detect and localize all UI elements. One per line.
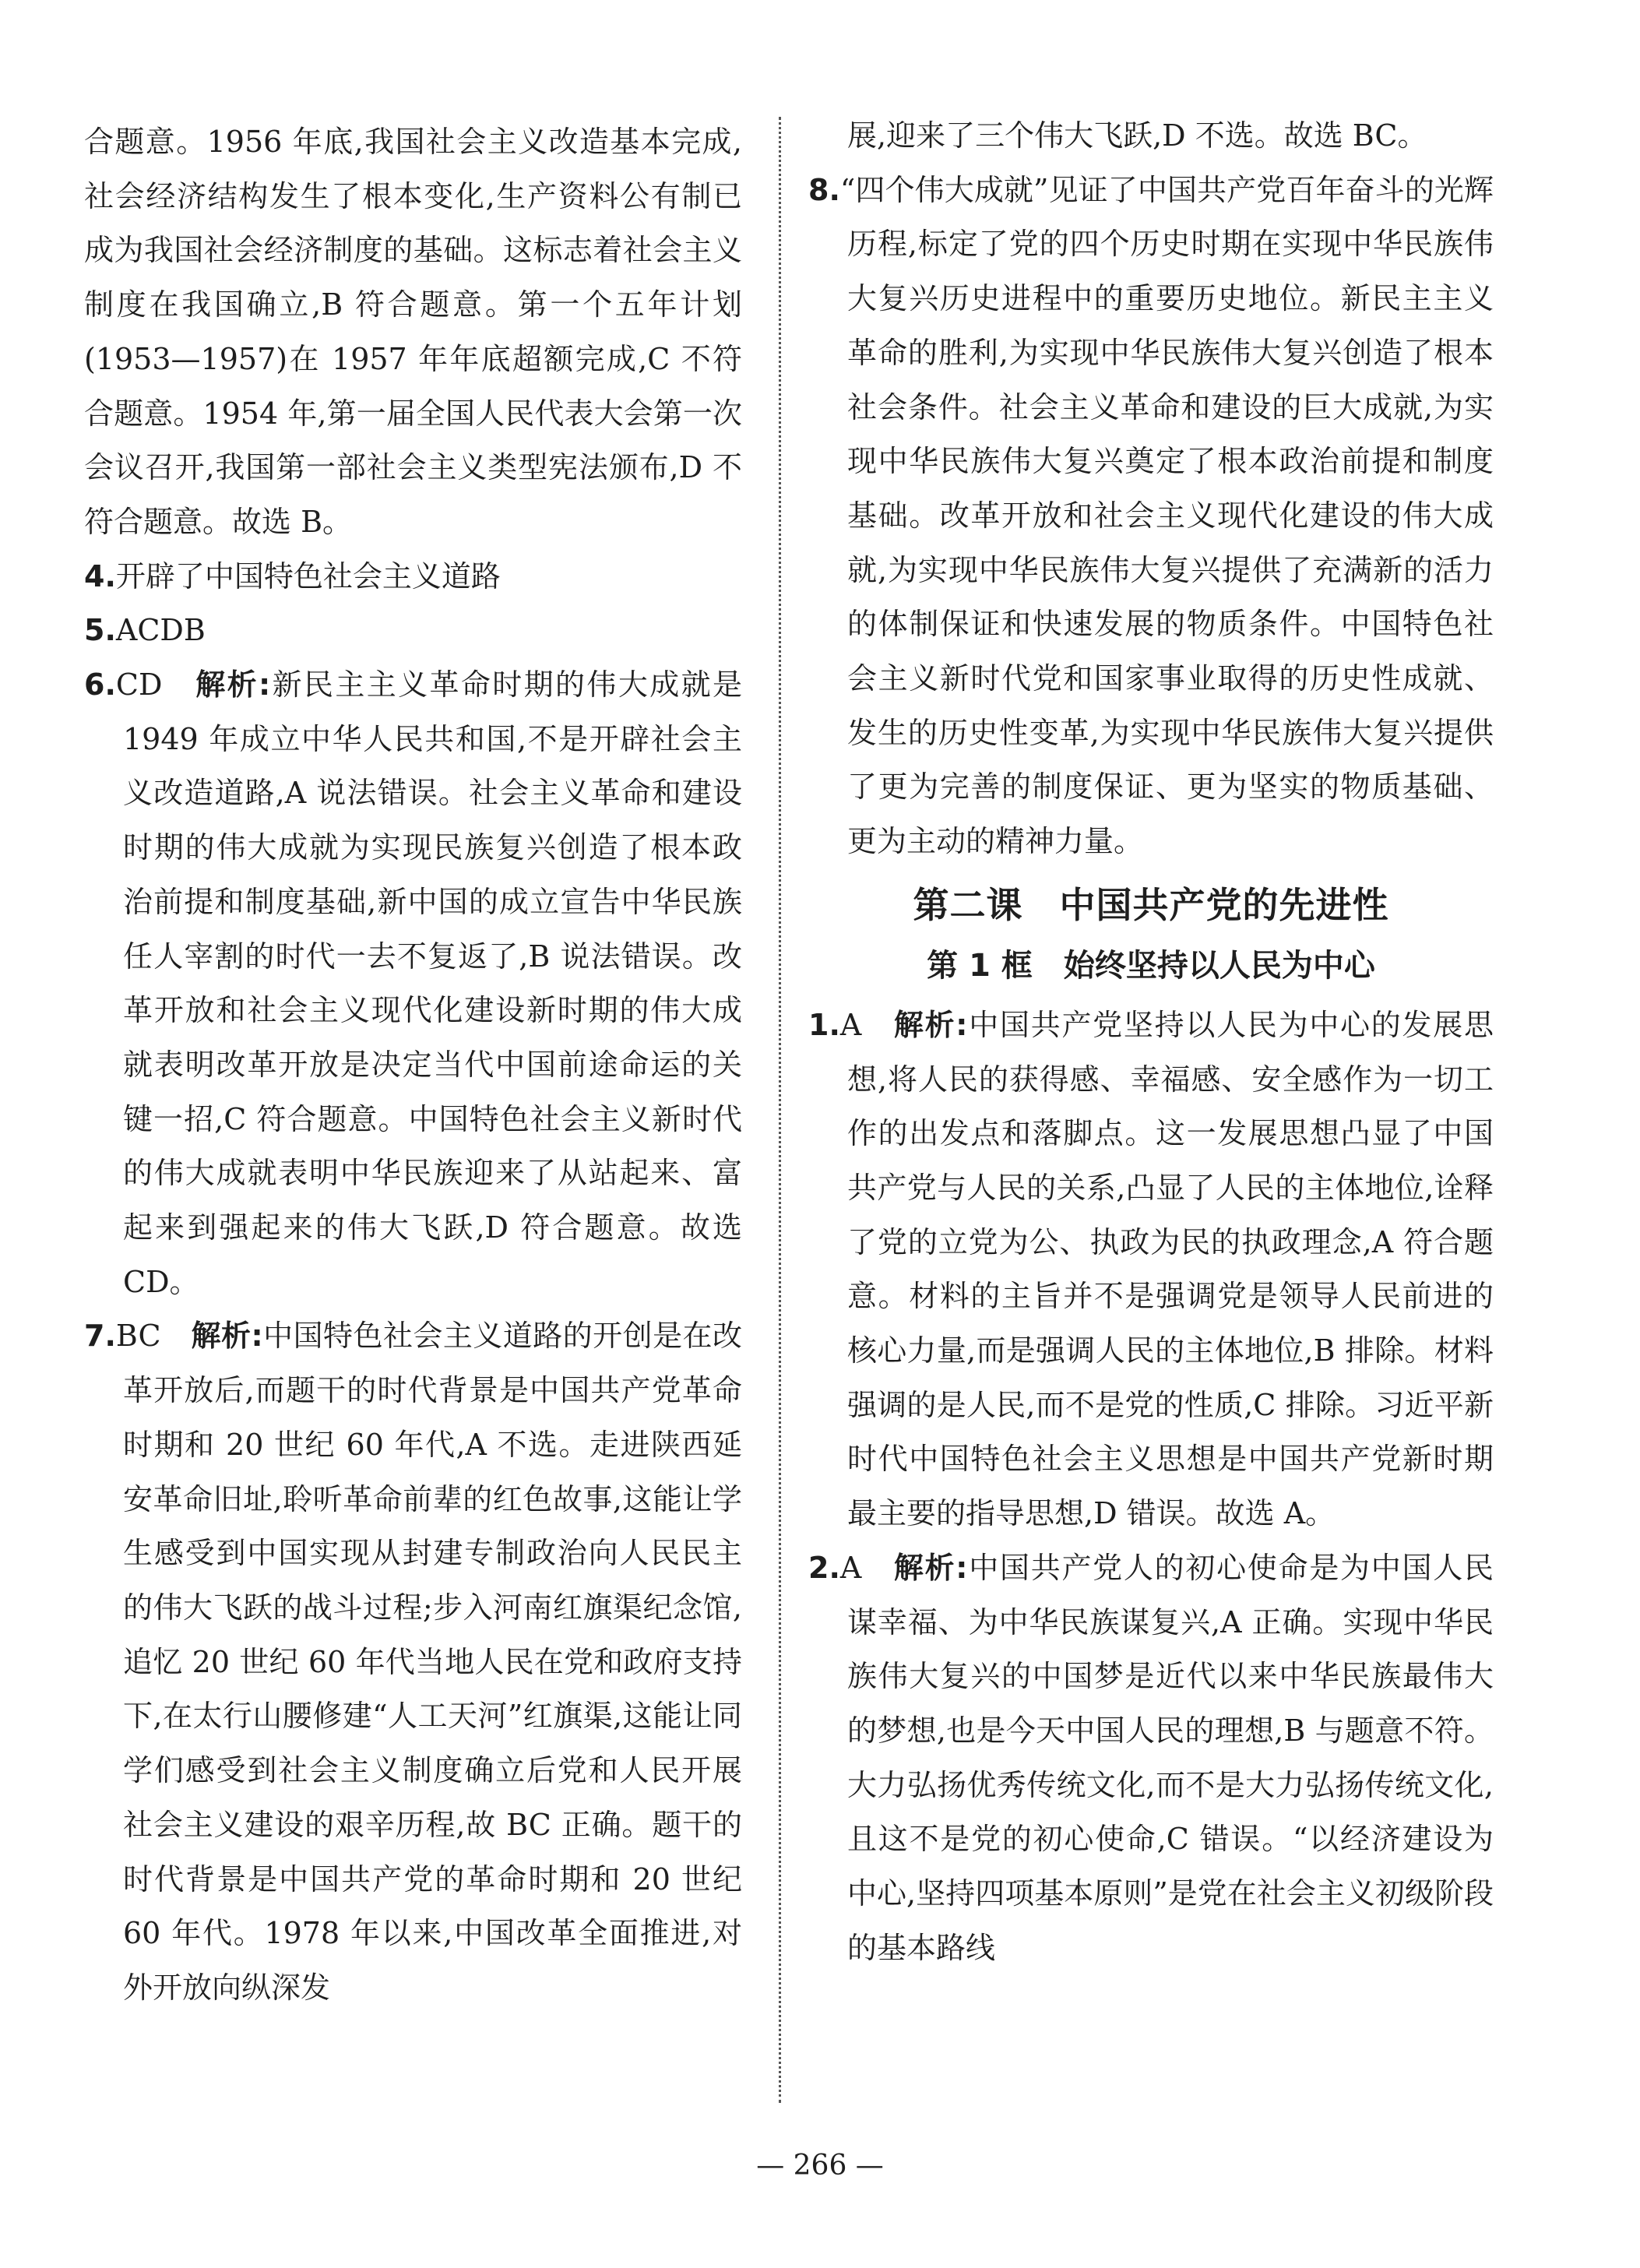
- item-number: 8.: [808, 172, 840, 207]
- answer-item-1: [808, 998, 1494, 1541]
- item-text: ACDB: [115, 613, 206, 648]
- answer-item-8: [808, 164, 1494, 869]
- analysis-label: 解析:: [191, 1319, 263, 1354]
- continued-paragraph: 展,迎来了三个伟大飞跃,D 不选。故选 BC。: [847, 118, 1427, 153]
- item-number: 5.: [84, 613, 116, 648]
- item-number: 6.: [84, 667, 116, 703]
- item-number: 2.: [808, 1550, 840, 1585]
- item-answer: A: [839, 1550, 862, 1585]
- answer-item-5: [84, 604, 742, 658]
- answer-item-2: [808, 1541, 1494, 1976]
- right-column: [808, 109, 1494, 1976]
- analysis-text: 新民主主义革命时期的伟大成就是 1949 年成立中华人民共和国,不是开辟社会主义改造道路,A 说法错误。社会主义革命和建设时期的伟大成就为实现民族复兴创造了根本政治前提和制度基础,新中国的成立宣告中华民族任人宰割的时代一去不复返了,B 说法错误。改革开放和社会主义现代化建设新时期的伟大成就表明改革开放是决定当代中国前途命运的关键一招,C 符合题意。中国特色社会主义新时代的伟大成就表明中华民族迎来了从站起来、富起来到强起来的伟大飞跃,D 符合题意。故选 CD。: [123, 667, 742, 1299]
- answer-item-6: [84, 658, 742, 1309]
- item-number: 4.: [84, 558, 116, 593]
- answer-item-4: [84, 550, 742, 604]
- item-answer: A: [839, 1007, 862, 1042]
- column-divider: [779, 117, 781, 2103]
- item-text: 开辟了中国特色社会主义道路: [115, 558, 501, 593]
- continued-paragraph: 合题意。1956 年底,我国社会主义改造基本完成,社会经济结构发生了根本变化,生产资料公有制已成为我国社会经济制度的基础。这标志着社会主义制度在我国确立,B 符合题意。第一个五年计划(1953—1957)在 1957 年年底超额完成,C 不符合题意。1954 年,第一届全国人民代表大会第一次会议召开,我国第一部社会主义类型宪法颁布,D 不符合题意。故选 B。: [84, 125, 742, 539]
- answer-item-7: [84, 1309, 742, 2015]
- item-number: 7.: [84, 1319, 116, 1354]
- analysis-text: 中国共产党坚持以人民为中心的发展思想,将人民的获得感、幸福感、安全感作为一切工作的出发点和落脚点。这一发展思想凸显了中国共产党与人民的关系,凸显了人民的主体地位,诠释了党的立党为公、执政为民的执政理念,A 符合题意。材料的主旨并不是强调党是领导人民前进的核心力量,而是强调人民的主体地位,B 排除。材料强调的是人民,而不是党的性质,C 排除。习近平新时代中国特色社会主义思想是中国共产党新时期最主要的指导思想,D 错误。故选 A。: [847, 1007, 1494, 1531]
- analysis-label: 解析:: [195, 667, 271, 703]
- item-number: 1.: [808, 1007, 840, 1042]
- section-title: 第 1 框 始终坚持以人民为中心: [927, 947, 1375, 984]
- item-answer: BC: [115, 1319, 161, 1354]
- left-column: [84, 115, 742, 2016]
- analysis-label: 解析:: [893, 1550, 968, 1585]
- item-answer: CD: [115, 667, 163, 703]
- analysis-text: 中国共产党人的初心使命是为中国人民谋幸福、为中华民族谋复兴,A 正确。实现中华民族伟大复兴的中国梦是近代以来中华民族最伟大的梦想,也是今天中国人民的理想,B 与题意不符。大力弘扬优秀传统文化,而不是大力弘扬传统文化,且这不是党的初心使命,C 错误。“以经济建设为中心,坚持四项基本原则”是党在社会主义初级阶段的基本路线: [847, 1550, 1494, 1965]
- lesson-title: 第二课 中国共产党的先进性: [913, 883, 1389, 926]
- item-text: “四个伟大成就”见证了中国共产党百年奋斗的光辉历程,标定了党的四个历史时期在实现中华民族伟大复兴历史进程中的重要历史地位。新民主主义革命的胜利,为实现中华民族伟大复兴创造了根本社会条件。社会主义革命和建设的巨大成就,为实现中华民族伟大复兴奠定了根本政治前提和制度基础。改革开放和社会主义现代化建设的伟大成就,为实现中华民族伟大复兴提供了充满新的活力的体制保证和快速发展的物质条件。中国特色社会主义新时代党和国家事业取得的历史性成就、发生的历史性变革,为实现中华民族伟大复兴提供了更为完善的制度保证、更为坚实的物质基础、更为主动的精神力量。: [839, 172, 1494, 859]
- analysis-text: 中国特色社会主义道路的开创是在改革开放后,而题干的时代背景是中国共产党革命时期和 20 世纪 60 年代,A 不选。走进陕西延安革命旧址,聆听革命前辈的红色故事,这能让学生感受到中国实现从封建专制政治向人民民主的伟大飞跃的战斗过程;步入河南红旗渠纪念馆,追忆 20 世纪 60 年代当地人民在党和政府支持下,在太行山腰修建“人工天河”红旗渠,这能让同学们感受到社会主义制度确立后党和人民开展社会主义建设的艰辛历程,故 BC 正确。题干的时代背景是中国共产党的革命时期和 20 世纪 60 年代。1978 年以来,中国改革全面推进,对外开放向纵深发: [123, 1319, 742, 2005]
- page-number: — 266 —: [756, 2150, 884, 2182]
- analysis-label: 解析:: [893, 1007, 968, 1042]
